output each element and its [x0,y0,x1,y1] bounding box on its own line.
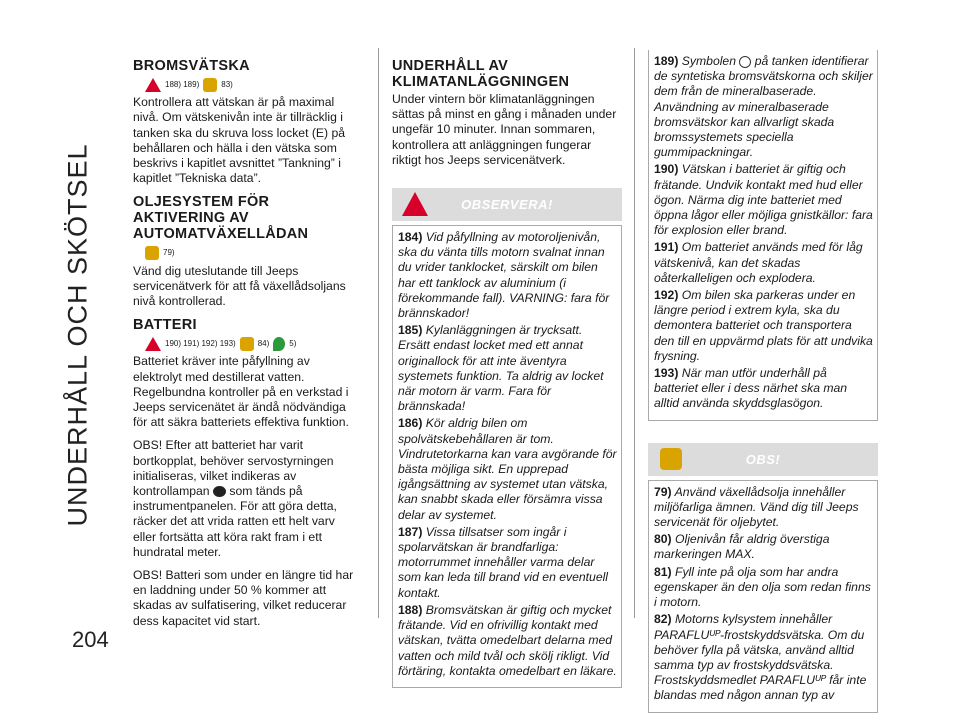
car-damage-icon [145,246,159,260]
column-3 [648,50,878,713]
battery-text-2: OBS! Efter att batteriet har varit bortkopplat, behöver servostyrningen initialiseras, vilket indikeras av kontrollampan som tänds på instrumentpanelen. För att göra detta, räcker det att vrida ratten ett helt varv eller fortsätta att köra rakt fram i ett hundratal meter. [133,438,337,559]
warning-label: OBSERVERA! [461,197,553,213]
refs-row [145,77,361,92]
note-refs: 83) [221,80,233,89]
warning-box [392,225,622,688]
chapter-title: UNDERHÅLL OCH SKÖTSEL [62,143,93,527]
env-refs: 5) [289,339,297,349]
column-divider [378,48,379,618]
warning-item: 191) Om batteriet används med för låg vätskenivå, kan det skadas oåterkalleligen och explodera. [654,240,863,285]
steering-warning-light-icon [213,486,226,497]
warning-item: 185) Kylanläggningen är trycksatt. Ersätt endast locket med ett annat originallock för att inte äventyra systemets funktion. Ta aldrig av locket när motorn är varm. Fara för brännskada! [398,323,604,414]
obs-label: OBS! [745,451,781,467]
refs-row [145,245,361,260]
obs-item: 79) Använd växellådsolja innehåller miljöfarliga ämnen. Vänd dig till Jeeps servicenät för oljebytet. [654,484,859,530]
obs-box [648,480,878,713]
warning-item: 187) Vissa tillsatser som ingår i spolarvätskan är brandfarliga: motorrummet innehåller varma delar som kan leda till brand vid en eventuell kontakt. [398,524,609,600]
warning-box-continued [648,50,878,421]
warning-refs: 190) 191) 192) 193) [165,339,236,349]
warning-item: 186) Kör aldrig bilen om spolvätskebehållaren är tom. Vindrutetorkarna kan vara avgörande för bästa möjliga sikt. En upprepad igångsättning av systemet utan vätska, kan snabbt skada eller försämra vissa delar av systemet. [398,416,617,522]
note-refs: 79) [163,248,175,258]
warning-item: 190) Vätskan i batteriet är giftig och frätande. Undvik kontakt med hud eller ögon. Närma dig inte batteriet med öppna lågor eller möjliga gnistkällor: fara för explosion eller brand. [654,162,873,238]
obs-item: 82) Motorns kylsystem innehåller PARAFLUᵁᴾ-frostskyddsvätska. Om du behöver fylla på vätska, använd alltid samma typ av frostskyddsvätska. Frostskyddsmedlet PARAFLUᵁᴾ får inte blandas med någon annan typ av [654,612,867,703]
car-damage-icon [203,78,217,92]
gearbox-oil-text: Vänd dig uteslutande till Jeeps servicenätverk för att få växellådsoljans nivå kontrollerad. [133,263,346,309]
environment-leaf-icon [273,337,285,351]
column-1 [133,58,361,637]
battery-text-1: Batteriet kräver inte påfyllning av elektrolyt med destillerat vatten. Regelbundna kontroller på en verkstad i Jeeps servicenätet är ändå nödvändiga för att säkra batteriets effektiva funktion. [133,354,349,430]
section-title-climate: UNDERHÅLL AV KLIMATANLÄGGNINGEN [392,58,570,90]
warning-banner [392,188,622,221]
section-title-brake-fluid: BROMSVÄTSKA [133,58,250,74]
warning-icon [145,78,161,92]
car-damage-icon [240,337,254,351]
obs-item: 81) Fyll inte på olja som har andra egenskaper än den olja som redan finns i motorn. [654,564,871,610]
warning-item: 188) Bromsvätskan är giftig och mycket frätande. Vid en ofrivillig kontakt med vätskan, tvätta omedelbart delarna med vatten och mild tvål och skölj rikligt. Vid förtäring, kontakta omedelbart en läkare. [398,602,617,678]
refs-row [145,336,361,351]
note-refs: 84) [257,339,270,349]
warning-item: 189) Symbolen på tanken identifierar de syntetiska bromsvätskorna och skiljer dem från de mineralbaserade. Användning av mineralbaserade bromsvätskor kan allvarligt skada bromssystemets speciella gummipackningar. [654,54,873,160]
warning-item: 192) Om bilen ska parkeras under en längre period i extrem kyla, ska du demontera batteriet och transportera den till en uppvärmd plats för att undvika frysning. [654,288,873,363]
obs-item: 80) Oljenivån får aldrig överstiga markeringen MAX. [654,532,830,562]
warning-refs: 188) 189) [165,80,200,89]
warning-icon [145,337,161,351]
warning-item: 184) Vid påfyllning av motoroljenivån, ska du vänta tills motorn svalnat innan du vrider tanklocket, särskilt om bilen har ett tanklock av aluminium (i förekommande fall). VARNING: fara för brännskador! [398,230,610,321]
column-2 [392,58,622,688]
brake-fluid-text: Kontrollera att vätskan är på maximal nivå. Om vätskenivån inte är tillräcklig i tanken ska du skruva loss locket (E) på behållaren och hälla i den vätska som beskrivs i kapitlet avsnittet ”Tankning” i kapitlet ”Tekniska data”. [133,95,346,186]
section-title-gearbox-oil: OLJESYSTEM FÖR AKTIVERING AV AUTOMATVÄXELLÅDAN [133,194,309,243]
climate-text: Under vintern bör klimatanläggningen sättas på minst en gång i månaden under ungefär 10 minuter. Innan sommaren, kontrollera att anläggningen fungerar riktigt hos Jeeps servicenätverk. [392,92,617,167]
battery-text-3: OBS! Batteri som under en längre tid har en laddning under 50 % kommer att skadas av sulfatisering, vilket reducerar dess kapacitet vid start. [133,568,354,628]
section-title-battery: BATTERI [133,317,197,334]
column-divider [634,48,635,618]
warning-item: 193) När man utför underhåll på batteriet eller i dess närhet ska man alltid använda skyddsglasögon. [654,366,848,411]
synthetic-fluid-symbol-icon [739,56,751,68]
obs-banner [648,443,878,476]
page-number: 204 [72,627,109,652]
